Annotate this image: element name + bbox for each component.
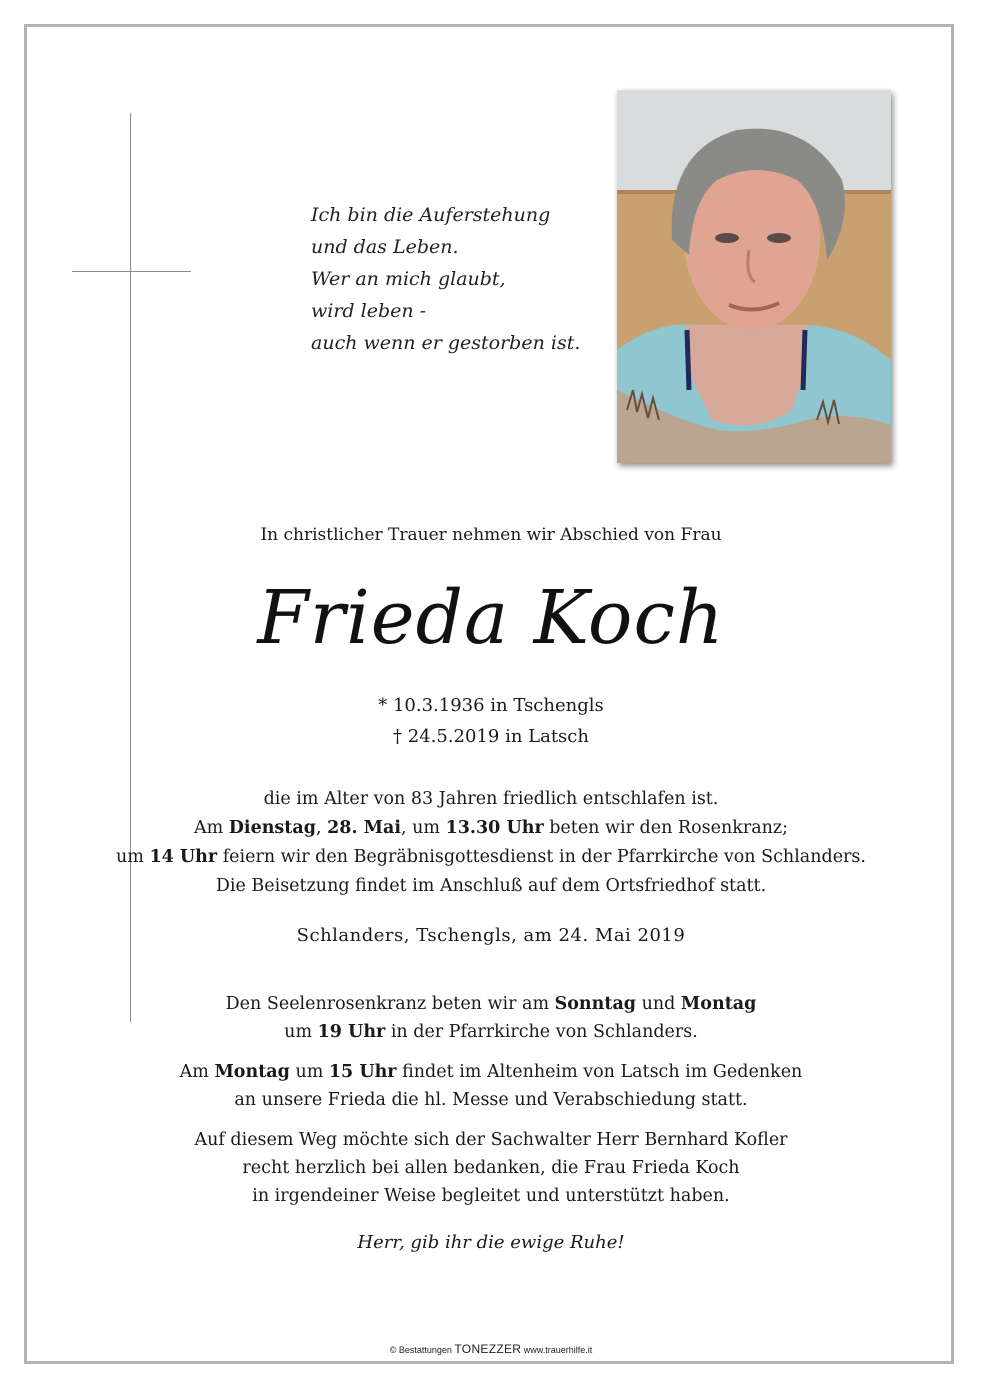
verse-line: und das Leben. <box>311 236 459 258</box>
thanks-line: recht herzlich bei allen bedanken, die Frau Frieda Koch <box>242 1158 740 1178</box>
rosary-line-1: Den Seelenrosenkranz beten wir am Sonntag und Montag <box>225 994 757 1014</box>
age-line: die im Alter von 83 Jahren friedlich entschlafen ist. <box>263 789 719 809</box>
memorial-mass-info <box>0 1058 982 1114</box>
mass-line: um 14 Uhr feiern wir den Begräbnisgottesdienst in der Pfarrkirche von Schlanders. <box>116 847 866 867</box>
footer-brand: TONEZZER <box>454 1342 522 1356</box>
rosary-info <box>0 990 982 1046</box>
footer <box>0 1342 982 1356</box>
intro-line: In christlicher Trauer nehmen wir Abschied von Frau <box>260 525 722 545</box>
footer-prefix: © Bestattungen <box>389 1345 452 1355</box>
verse-line: Wer an mich glaubt, <box>311 268 506 290</box>
verse-line: wird leben - <box>311 300 427 322</box>
rosary-line-2: um 19 Uhr in der Pfarrkirche von Schlanders. <box>284 1022 698 1042</box>
life-dates <box>0 690 982 752</box>
thanks-note <box>0 1126 982 1210</box>
thanks-line: Auf diesem Weg möchte sich der Sachwalter Herr Bernhard Kofler <box>194 1130 788 1150</box>
death-date: † 24.5.2019 in Latsch <box>393 726 589 747</box>
bible-verse <box>311 199 611 359</box>
cross-horizontal-line <box>72 271 191 272</box>
thanks-line: in irgendeiner Weise begleitet und unterstützt haben. <box>252 1186 730 1206</box>
deceased-name: Frieda Koch <box>257 575 725 661</box>
closing-prayer: Herr, gib ihr die ewige Ruhe! <box>357 1232 625 1253</box>
birth-date: * 10.3.1936 in Tschengls <box>378 695 604 716</box>
memorial-line-2: an unsere Frieda die hl. Messe und Verabschiedung statt. <box>234 1090 748 1110</box>
verse-line: auch wenn er gestorben ist. <box>311 332 581 354</box>
portrait-photo <box>617 90 891 463</box>
verse-line: Ich bin die Auferstehung <box>311 204 551 226</box>
footer-url[interactable]: www.trauerhilfe.it <box>523 1345 593 1355</box>
burial-line: Die Beisetzung findet im Anschluß auf dem Ortsfriedhof statt. <box>215 876 767 896</box>
rosary-line: Am Dienstag, 28. Mai, um 13.30 Uhr beten wir den Rosenkranz; <box>193 818 789 838</box>
funeral-details <box>0 785 982 901</box>
memorial-line-1: Am Montag um 15 Uhr findet im Altenheim von Latsch im Gedenken <box>179 1062 803 1082</box>
place-and-date: Schlanders, Tschengls, am 24. Mai 2019 <box>296 925 686 946</box>
